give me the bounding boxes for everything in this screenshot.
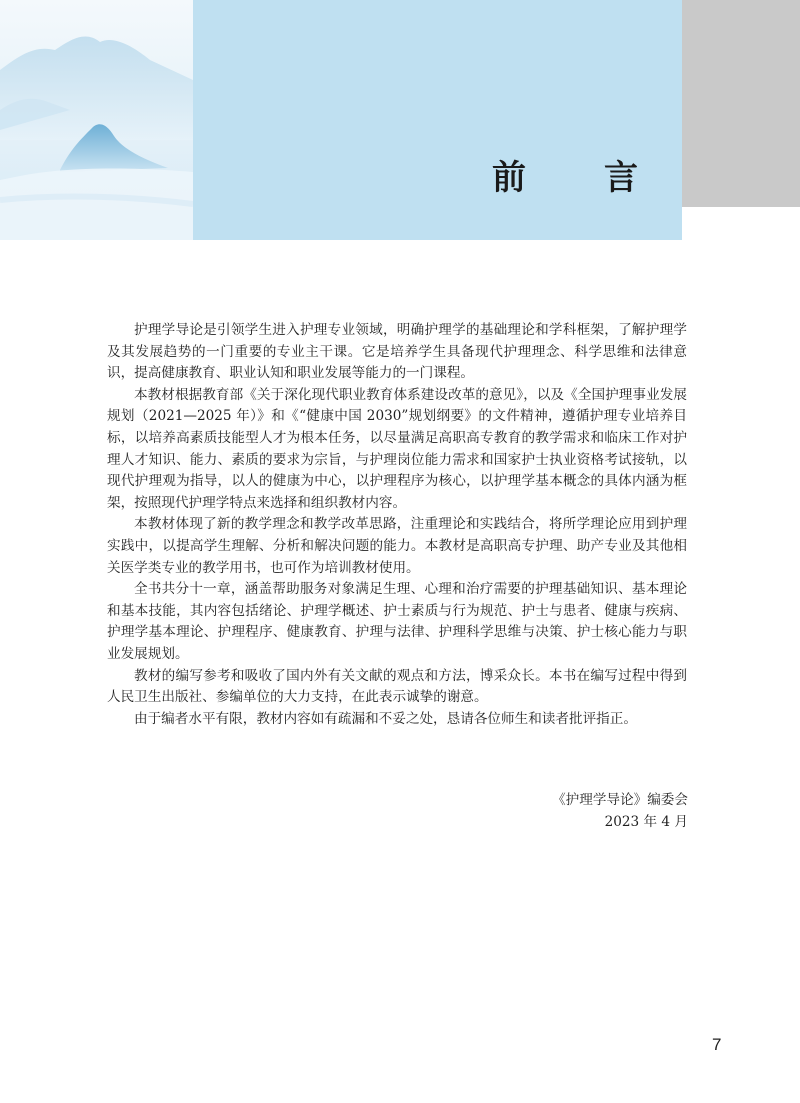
paragraph: 本教材根据教育部《关于深化现代职业教育体系建设改革的意见》，以及《全国护理事业发展规划（2021—2025 年）》和《“健康中国 2030”规划纲要》的文件精神，遵循护理专业培养目标，以培养高素质技能型人才为根本任务，以尽量满足高职高专教育的教学需求和临床工作对护理人才知识、能力、素质的要求为宗旨，与护理岗位能力需求和国家护士执业资格考试接轨，以现代护理观为指导，以人的健康为中心，以护理程序为核心，以护理学基本概念的具体内涵为框架，按照现代护理学特点来选择和组织教材内容。 bbox=[107, 386, 687, 511]
page-number: 7 bbox=[712, 1035, 722, 1054]
header-banner bbox=[0, 0, 682, 240]
corner-grey-block bbox=[682, 0, 800, 207]
paragraph: 本教材体现了新的教学理念和教学改革思路，注重理论和实践结合，将所学理论应用到护理实践中，以提高学生理解、分析和解决问题的能力。本教材是高职高专护理、助产专业及其他相关医学类专业的教学用书，也可作为培训教材使用。 bbox=[107, 516, 687, 576]
paragraph: 护理学导论是引领学生进入护理专业领域，明确护理学的基础理论和学科框架，了解护理学及其发展趋势的一门重要的专业主干课。它是培养学生具备现代护理理念、科学思维和法律意识，提高健康教育、职业认知和职业发展等能力的一门课程。 bbox=[107, 322, 687, 382]
mountain-landscape-image bbox=[0, 0, 193, 240]
page-title: 前 言 bbox=[492, 158, 660, 198]
signature-date: 2023 年 4 月 bbox=[604, 814, 688, 830]
paragraph: 由于编者水平有限，教材内容如有疏漏和不妥之处，恳请各位师生和读者批评指正。 bbox=[134, 710, 637, 727]
paragraph: 全书共分十一章，涵盖帮助服务对象满足生理、心理和治疗需要的护理基础知识、基本理论和基本技能，其内容包括绪论、护理学概述、护士素质与行为规范、护士与患者、健康与疾病、护理学基本理论、护理程序、健康教育、护理与法律、护理科学思维与决策、护士核心能力与职业发展规划。 bbox=[107, 581, 687, 662]
editorial-committee-signature: 《护理学导论》编委会 bbox=[552, 792, 688, 808]
preface-body bbox=[107, 320, 687, 730]
paragraph: 教材的编写参考和吸收了国内外有关文献的观点和方法，博采众长。本书在编写过程中得到人民卫生出版社、参编单位的大力支持，在此表示诚挚的谢意。 bbox=[107, 667, 687, 706]
